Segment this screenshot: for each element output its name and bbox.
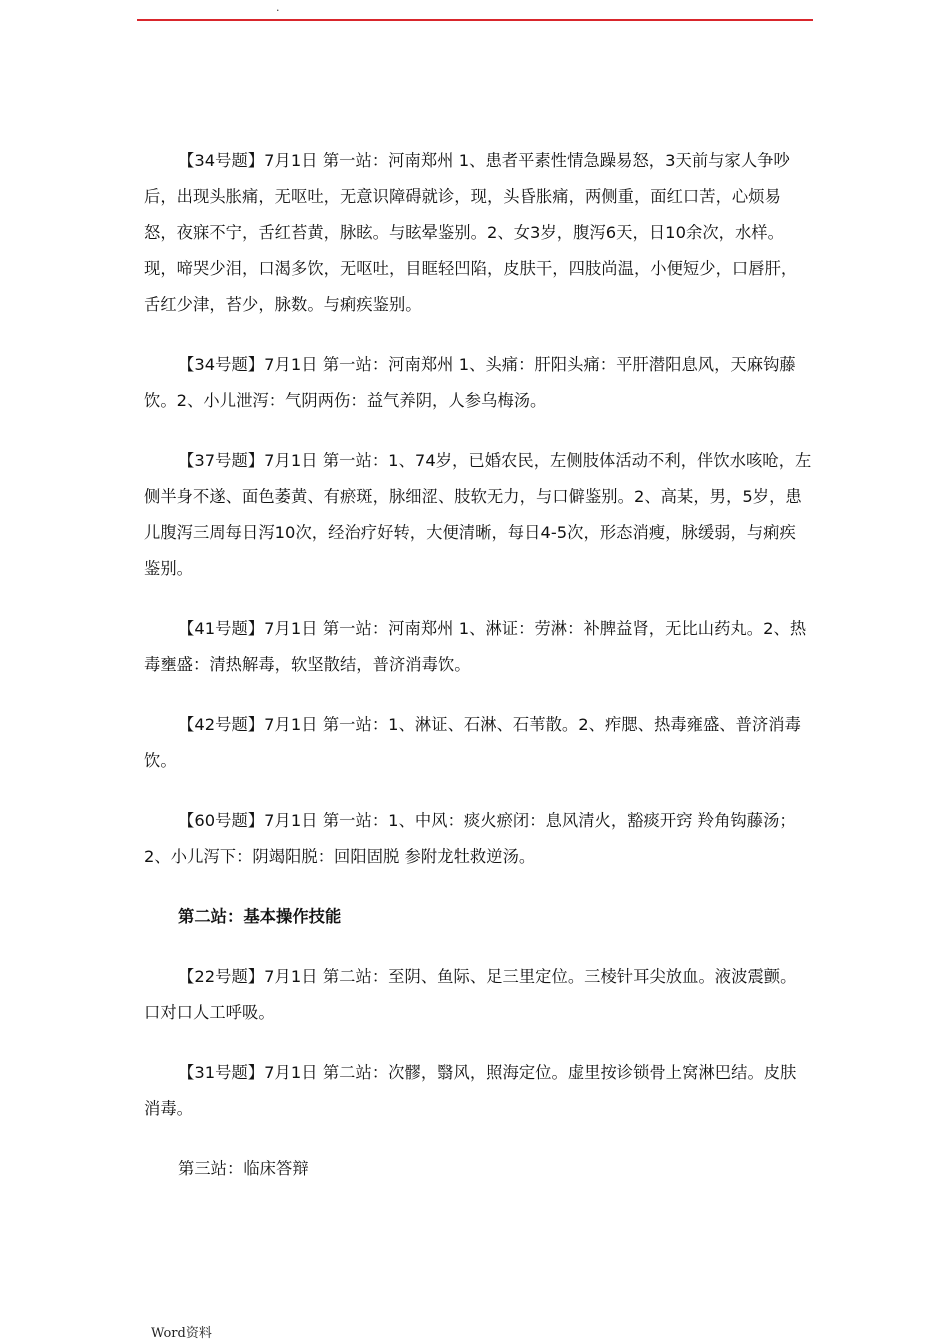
document-body <box>144 143 812 1211</box>
paragraph-q60: 【60号题】7月1日 第一站：1、中风：痰火瘀闭：息风清火，豁痰开窍 羚角钩藤汤；2、小儿泻下：阴竭阳脱：回阳固脱 参附龙牡救逆汤。 <box>144 811 796 866</box>
paragraph-q22: 【22号题】7月1日 第二站：至阴、鱼际、足三里定位。三棱针耳尖放血。液波震颤。口对口人工呼吸。 <box>144 967 797 1022</box>
section-heading-station3: 第三站：临床答辩 <box>178 1159 309 1178</box>
paragraph-q42: 【42号题】7月1日 第一站：1、淋证、石淋、石苇散。2、痄腮、热毒雍盛、普济消毒饮。 <box>144 715 801 770</box>
header-rule <box>137 19 813 21</box>
header-mark: . <box>276 1 280 14</box>
paragraph-q34-case: 【34号题】7月1日 第一站：河南郑州 1、患者平素性情急躁易怒，3天前与家人争吵后，出现头胀痛，无呕吐，无意识障碍就诊，现，头昏胀痛，两侧重，面红口苦，心烦易怒，夜寐不宁，舌红苔黄，脉眩。与眩晕鉴别。2、女3岁，腹泻6天，日10余次，水样。现，啼哭少泪，口渴多饮，无呕吐，目眶轻凹陷，皮肤干，四肢尚温，小便短少，口唇肝，舌红少津，苔少，脉数。与痢疾鉴别。 <box>144 151 798 314</box>
paragraph-q37: 【37号题】7月1日 第一站：1、74岁，已婚农民，左侧肢体活动不利，伴饮水咳呛，左侧半身不遂、面色萎黄、有瘀斑，脉细涩、肢软无力，与口僻鉴别。2、高某，男，5岁，患儿腹泻三周每日泻10次，经治疗好转，大便清晰，每日4-5次，形态消瘦，脉缓弱，与痢疾鉴别。 <box>144 451 812 578</box>
paragraph-q31: 【31号题】7月1日 第二站：次髎，翳风，照海定位。虚里按诊锁骨上窝淋巴结。皮肤消毒。 <box>144 1063 797 1118</box>
paragraph-q41: 【41号题】7月1日 第一站：河南郑州 1、淋证：劳淋：补脾益肾，无比山药丸。2、热毒壅盛：清热解毒，软坚散结，普济消毒饮。 <box>144 619 807 674</box>
paragraph-q34-answer: 【34号题】7月1日 第一站：河南郑州 1、头痛：肝阳头痛：平肝潜阳息风，天麻钩藤饮。2、小儿泄泻：气阴两伤：益气养阴，人参乌梅汤。 <box>144 355 796 410</box>
section-heading-station2: 第二站：基本操作技能 <box>178 907 342 926</box>
footer-label: Word资料 <box>151 1326 212 1341</box>
